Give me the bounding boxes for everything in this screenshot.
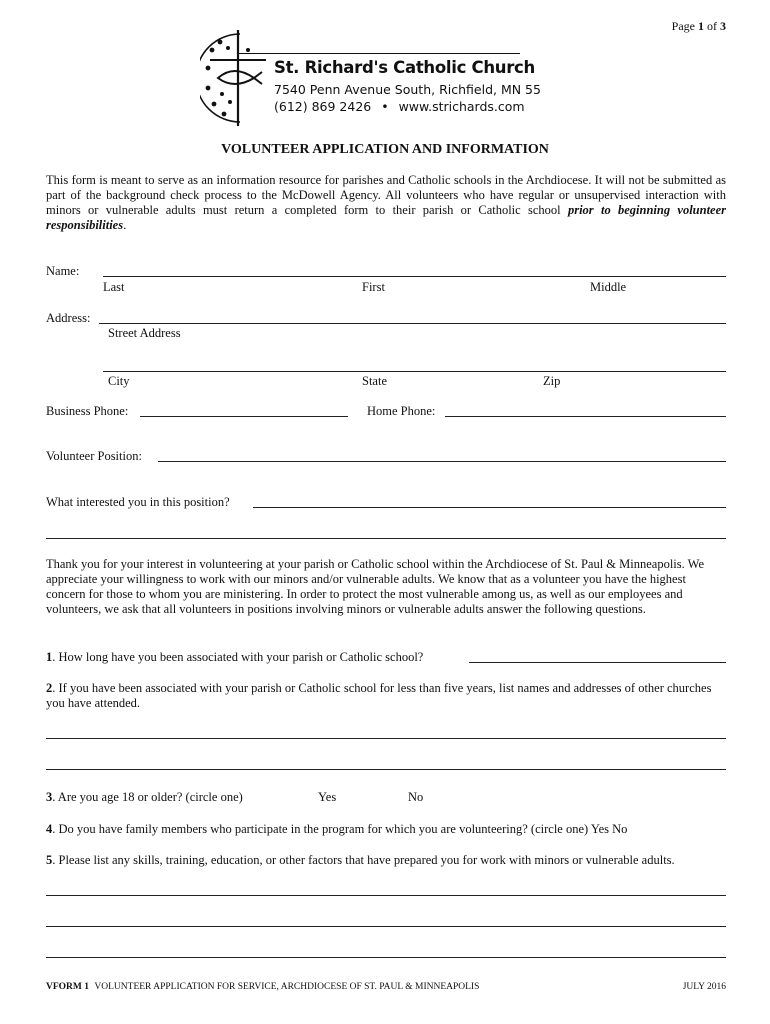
- question-2: 2. If you have been associated with your parish or Catholic school for less than five years, list names and addresses of other churches you have attended.: [46, 681, 712, 710]
- footer-form-info: [46, 982, 479, 992]
- name-middle-label: Middle: [590, 280, 627, 294]
- business-phone-field[interactable]: [140, 416, 348, 417]
- question-3-no-option[interactable]: No: [408, 790, 424, 804]
- bullet-icon: •: [381, 99, 389, 114]
- question-4: 4. Do you have family members who participate in the program for which you are volunteering? (circle one) Yes No: [46, 822, 628, 836]
- interest-field[interactable]: [253, 507, 726, 508]
- home-phone-label: Home Phone:: [367, 404, 436, 418]
- footer-form-code: VFORM 1: [46, 982, 90, 992]
- home-phone-field[interactable]: [445, 416, 726, 417]
- volunteer-position-label: Volunteer Position:: [46, 449, 142, 463]
- footer-form-title: VOLUNTEER APPLICATION FOR SERVICE, ARCHDIOCESE OF ST. PAUL & MINNEAPOLIS: [94, 982, 480, 992]
- name-last-label: Last: [103, 280, 125, 294]
- interest-label: What interested you in this position?: [46, 495, 230, 509]
- question-2-answer-line-2[interactable]: [46, 769, 726, 770]
- church-website: www.strichards.com: [398, 99, 525, 114]
- church-name: St. Richard's Catholic Church: [274, 58, 535, 77]
- intro-emphasis: prior to beginning volunteer responsibilities: [46, 203, 727, 232]
- church-address: 7540 Penn Avenue South, Richfield, MN 55: [274, 82, 541, 97]
- state-label: State: [362, 374, 387, 388]
- church-phone: (612) 869 2426: [274, 99, 372, 114]
- city-label: City: [108, 374, 130, 388]
- name-label: Name:: [46, 264, 80, 278]
- question-2-answer-line-1[interactable]: [46, 738, 726, 739]
- page-number: Page 1 of 3: [671, 19, 726, 33]
- name-field[interactable]: [103, 276, 726, 277]
- footer-date: JULY 2016: [682, 982, 726, 992]
- question-1: 1. How long have you been associated with your parish or Catholic school?: [46, 650, 424, 664]
- question-5-answer-line-2[interactable]: [46, 926, 726, 927]
- question-5: 5. Please list any skills, training, education, or other factors that have prepared you for work with minors or vulnerable adults.: [46, 853, 675, 867]
- name-first-label: First: [362, 280, 385, 294]
- zip-label: Zip: [543, 374, 561, 388]
- business-phone-label: Business Phone:: [46, 404, 129, 418]
- church-logo-icon: [200, 28, 280, 128]
- question-1-answer-field[interactable]: [469, 662, 726, 663]
- thanks-paragraph: Thank you for your interest in volunteering at your parish or Catholic school within the Archdiocese of St. Paul & Minneapolis. We appreciate your willingness to work with our minors and/or vulnerable adults. We know that as a volunteer you have the highest concern for those to whom you are ministering. In order to protect the most vulnerable among us, as well as our employees and volunteers, we ask that all volunteers in positions involving minors or vulnerable adults answer the following questions.: [46, 557, 705, 616]
- form-title: VOLUNTEER APPLICATION AND INFORMATION: [221, 142, 549, 157]
- street-address-label: Street Address: [108, 326, 181, 340]
- intro-paragraph: This form is meant to serve as an information resource for parishes and Catholic schools in the Archdiocese. It will not be submitted as part of the background check process to the McDowell Agency. All volunteers who have regular or unsupervised interaction with minors or vulnerable adults must return a completed form to their parish or Catholic school prior to beginning volunteer responsibilities.: [46, 173, 727, 232]
- interest-field-line-2[interactable]: [46, 538, 726, 539]
- church-contact: [274, 99, 525, 114]
- street-address-field[interactable]: [99, 323, 726, 324]
- question-5-answer-line-1[interactable]: [46, 895, 726, 896]
- volunteer-position-field[interactable]: [158, 461, 726, 462]
- question-5-answer-line-3[interactable]: [46, 957, 726, 958]
- question-3-yes-option[interactable]: Yes: [318, 790, 337, 804]
- address-label: Address:: [46, 311, 91, 325]
- city-state-zip-field[interactable]: [103, 371, 726, 372]
- question-3: 3. Are you age 18 or older? (circle one): [46, 790, 243, 804]
